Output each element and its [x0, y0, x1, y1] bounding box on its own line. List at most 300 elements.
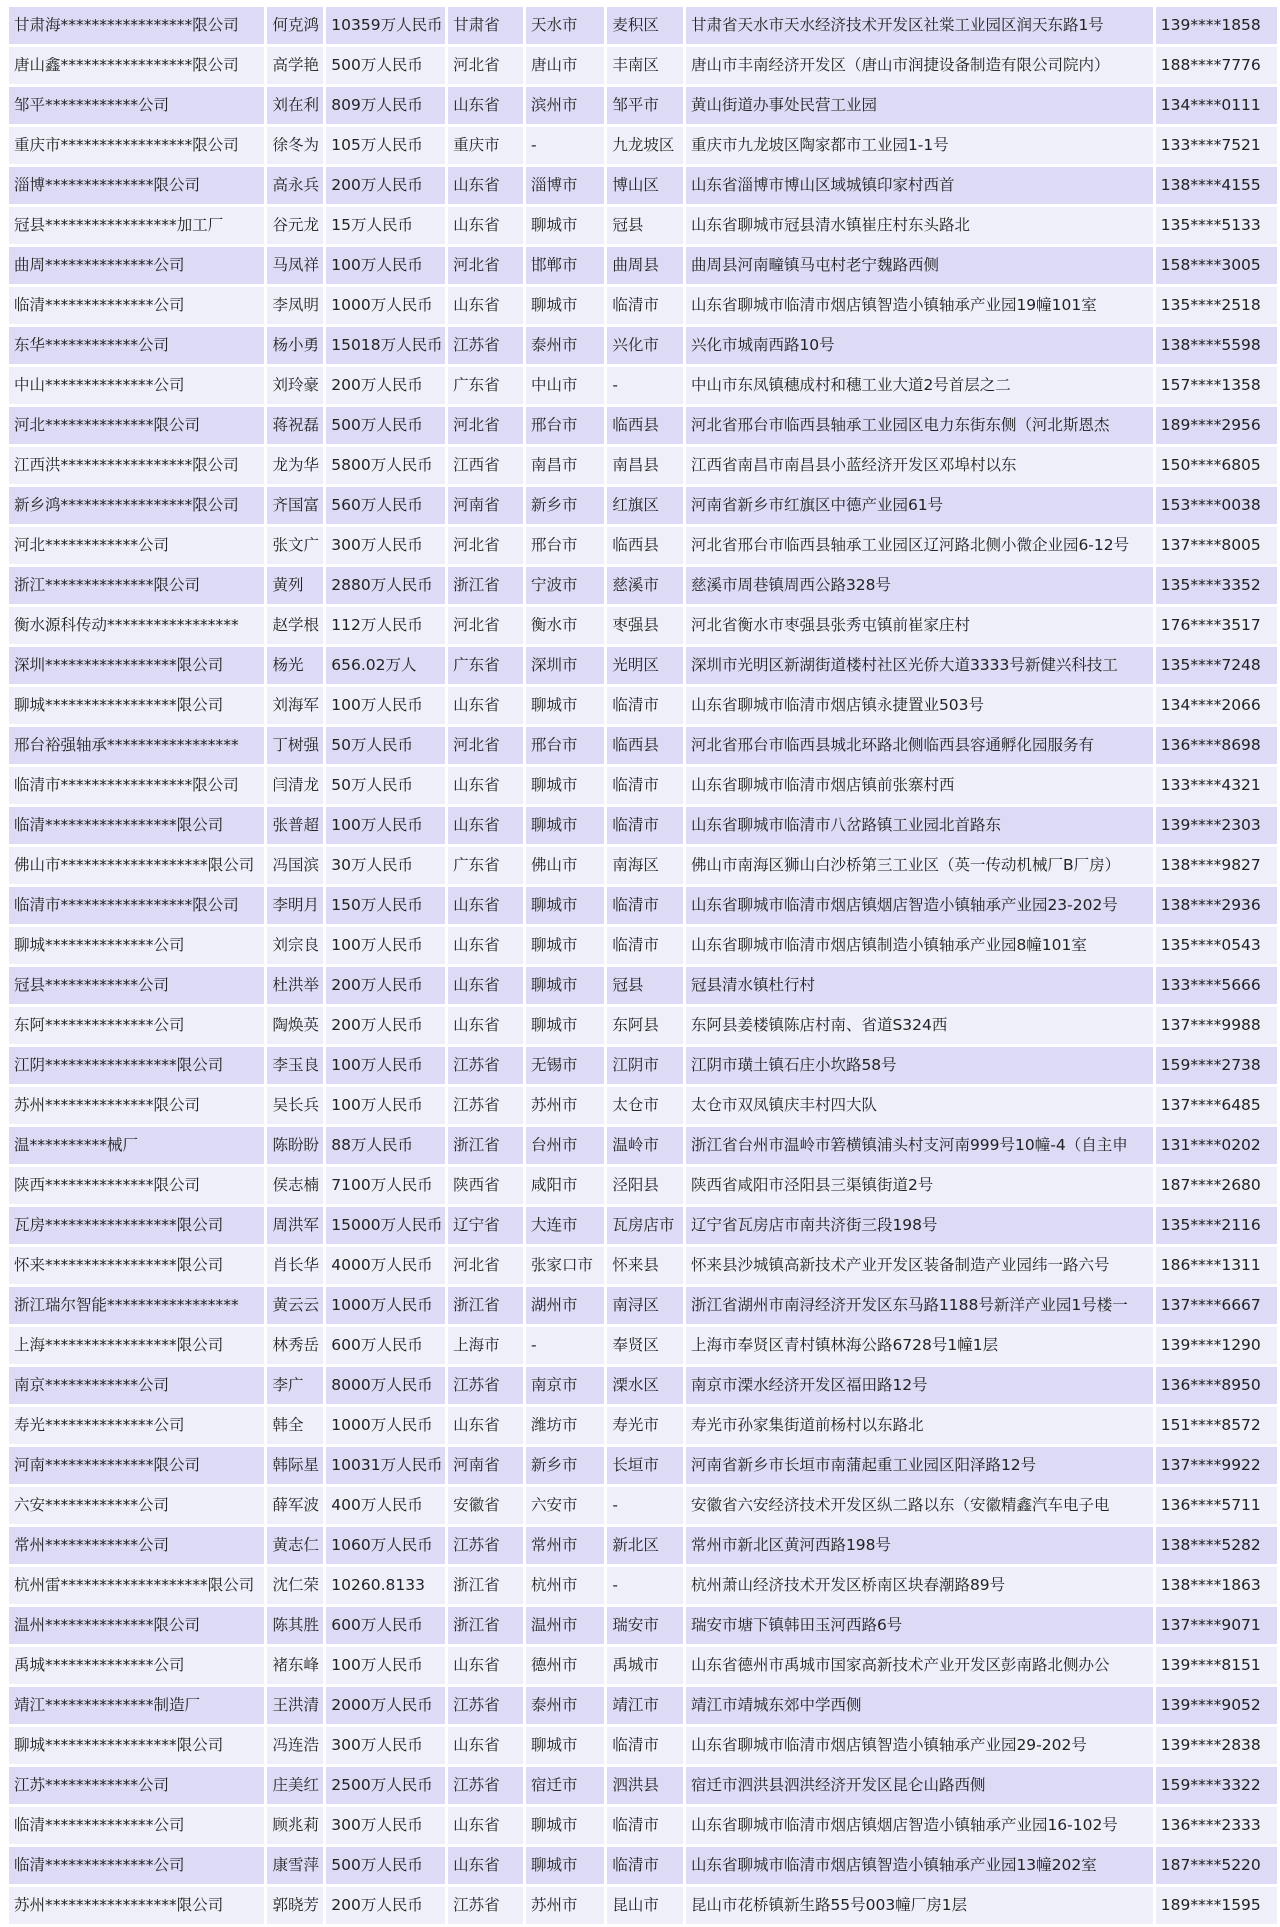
company-name-cell: 温**********械厂: [9, 1127, 264, 1164]
capital-cell: 100万人民币: [326, 247, 445, 284]
phone-cell: 189****2956: [1156, 407, 1277, 444]
phone-cell: 134****2066: [1156, 687, 1277, 724]
phone-cell: 186****1311: [1156, 1247, 1277, 1284]
company-name-cell: 中山**************公司: [9, 367, 264, 404]
city-cell: 邢台市: [526, 727, 604, 764]
table-row: [9, 1287, 1277, 1324]
district-cell: 东阿县: [607, 1007, 683, 1044]
province-cell: 辽宁省: [448, 1207, 523, 1244]
city-cell: 张家口市: [526, 1247, 604, 1284]
phone-cell: 138****5598: [1156, 327, 1277, 364]
city-cell: 聊城市: [526, 927, 604, 964]
capital-cell: 50万人民币: [326, 727, 445, 764]
district-cell: 禹城市: [607, 1647, 683, 1684]
address-cell: 山东省聊城市临清市烟店镇永捷置业503号: [686, 687, 1153, 724]
city-cell: 聊城市: [526, 687, 604, 724]
legal-rep-cell: 薛军波: [267, 1487, 323, 1524]
table-row: [9, 1527, 1277, 1564]
legal-rep-cell: 黄云云: [267, 1287, 323, 1324]
legal-rep-cell: 庄美红: [267, 1767, 323, 1804]
address-cell: 河北省邢台市临西县轴承工业园区辽河路北侧小微企业园6-12号: [686, 527, 1153, 564]
district-cell: 临清市: [607, 767, 683, 804]
company-name-cell: 上海*****************限公司: [9, 1327, 264, 1364]
legal-rep-cell: 顾兆莉: [267, 1807, 323, 1844]
province-cell: 江苏省: [448, 327, 523, 364]
province-cell: 甘肃省: [448, 7, 523, 44]
company-name-cell: 苏州*****************限公司: [9, 1887, 264, 1924]
province-cell: 山东省: [448, 1847, 523, 1884]
phone-cell: 136****8698: [1156, 727, 1277, 764]
capital-cell: 300万人民币: [326, 1727, 445, 1764]
phone-cell: 137****8005: [1156, 527, 1277, 564]
legal-rep-cell: 高永兵: [267, 167, 323, 204]
table-row: [9, 1127, 1277, 1164]
company-name-cell: 六安************公司: [9, 1487, 264, 1524]
district-cell: 兴化市: [607, 327, 683, 364]
province-cell: 浙江省: [448, 1287, 523, 1324]
district-cell: 温岭市: [607, 1127, 683, 1164]
district-cell: 冠县: [607, 207, 683, 244]
capital-cell: 105万人民币: [326, 127, 445, 164]
province-cell: 河北省: [448, 47, 523, 84]
district-cell: 泾阳县: [607, 1167, 683, 1204]
city-cell: 邯郸市: [526, 247, 604, 284]
table-row: [9, 287, 1277, 324]
table-row: [9, 567, 1277, 604]
table-row: [9, 1727, 1277, 1764]
district-cell: 临清市: [607, 807, 683, 844]
legal-rep-cell: 谷元龙: [267, 207, 323, 244]
address-cell: 昆山市花桥镇新生路55号003幢厂房1层: [686, 1887, 1153, 1924]
legal-rep-cell: 韩际星: [267, 1447, 323, 1484]
city-cell: 常州市: [526, 1527, 604, 1564]
table-row: [9, 1487, 1277, 1524]
city-cell: 聊城市: [526, 887, 604, 924]
capital-cell: 500万人民币: [326, 1847, 445, 1884]
district-cell: 临清市: [607, 287, 683, 324]
phone-cell: 151****8572: [1156, 1407, 1277, 1444]
phone-cell: 136****5711: [1156, 1487, 1277, 1524]
district-cell: 溧水区: [607, 1367, 683, 1404]
legal-rep-cell: 丁树强: [267, 727, 323, 764]
city-cell: 宿迁市: [526, 1767, 604, 1804]
capital-cell: 656.02万人: [326, 647, 445, 684]
capital-cell: 1000万人民币: [326, 1407, 445, 1444]
phone-cell: 138****5282: [1156, 1527, 1277, 1564]
table-row: [9, 767, 1277, 804]
district-cell: 冠县: [607, 967, 683, 1004]
province-cell: 江苏省: [448, 1887, 523, 1924]
city-cell: 德州市: [526, 1647, 604, 1684]
capital-cell: 1000万人民币: [326, 287, 445, 324]
table-row: [9, 1647, 1277, 1684]
phone-cell: 134****0111: [1156, 87, 1277, 124]
company-table-body: [9, 7, 1277, 1924]
district-cell: 麦积区: [607, 7, 683, 44]
phone-cell: 137****9922: [1156, 1447, 1277, 1484]
address-cell: 宿迁市泗洪县泗洪经济开发区昆仑山路西侧: [686, 1767, 1153, 1804]
legal-rep-cell: 冯国滨: [267, 847, 323, 884]
capital-cell: 150万人民币: [326, 887, 445, 924]
province-cell: 山东省: [448, 927, 523, 964]
company-name-cell: 聊城*****************限公司: [9, 1727, 264, 1764]
company-name-cell: 邢台裕强轴承*****************: [9, 727, 264, 764]
company-name-cell: 邹平************公司: [9, 87, 264, 124]
phone-cell: 138****4155: [1156, 167, 1277, 204]
company-name-cell: 重庆市*****************限公司: [9, 127, 264, 164]
company-name-cell: 冠县************公司: [9, 967, 264, 1004]
city-cell: 衡水市: [526, 607, 604, 644]
legal-rep-cell: 康雪萍: [267, 1847, 323, 1884]
capital-cell: 112万人民币: [326, 607, 445, 644]
phone-cell: 135****3352: [1156, 567, 1277, 604]
capital-cell: 2000万人民币: [326, 1687, 445, 1724]
phone-cell: 136****2333: [1156, 1807, 1277, 1844]
company-name-cell: 曲周**************公司: [9, 247, 264, 284]
city-cell: 邢台市: [526, 407, 604, 444]
city-cell: 潍坊市: [526, 1407, 604, 1444]
company-name-cell: 新乡鸿*****************限公司: [9, 487, 264, 524]
company-name-cell: 临清市*****************限公司: [9, 767, 264, 804]
company-name-cell: 温州**************限公司: [9, 1607, 264, 1644]
phone-cell: 135****7248: [1156, 647, 1277, 684]
address-cell: 靖江市靖城东郊中学西侧: [686, 1687, 1153, 1724]
capital-cell: 1000万人民币: [326, 1287, 445, 1324]
district-cell: 临清市: [607, 927, 683, 964]
city-cell: 大连市: [526, 1207, 604, 1244]
city-cell: 湖州市: [526, 1287, 604, 1324]
table-row: [9, 1687, 1277, 1724]
table-row: [9, 687, 1277, 724]
table-row: [9, 47, 1277, 84]
district-cell: -: [607, 1567, 683, 1604]
district-cell: 江阴市: [607, 1047, 683, 1084]
capital-cell: 200万人民币: [326, 1887, 445, 1924]
capital-cell: 100万人民币: [326, 1647, 445, 1684]
province-cell: 山东省: [448, 687, 523, 724]
company-name-cell: 浙江**************限公司: [9, 567, 264, 604]
province-cell: 河北省: [448, 727, 523, 764]
city-cell: 宁波市: [526, 567, 604, 604]
table-row: [9, 367, 1277, 404]
address-cell: 南京市溧水经济开发区福田路12号: [686, 1367, 1153, 1404]
province-cell: 广东省: [448, 847, 523, 884]
capital-cell: 2500万人民币: [326, 1767, 445, 1804]
legal-rep-cell: 杨小勇: [267, 327, 323, 364]
table-row: [9, 647, 1277, 684]
district-cell: 昆山市: [607, 1887, 683, 1924]
district-cell: 太仓市: [607, 1087, 683, 1124]
legal-rep-cell: 刘在利: [267, 87, 323, 124]
table-row: [9, 167, 1277, 204]
capital-cell: 400万人民币: [326, 1487, 445, 1524]
address-cell: 河南省新乡市长垣市南蒲起重工业园区阳泽路12号: [686, 1447, 1153, 1484]
address-cell: 浙江省台州市温岭市箬横镇浦头村支河南999号10幢-4（自主申: [686, 1127, 1153, 1164]
legal-rep-cell: 李凤明: [267, 287, 323, 324]
company-name-cell: 禹城**************公司: [9, 1647, 264, 1684]
company-name-cell: 河北**************限公司: [9, 407, 264, 444]
address-cell: 山东省聊城市临清市八岔路镇工业园北首路东: [686, 807, 1153, 844]
legal-rep-cell: 杨光: [267, 647, 323, 684]
address-cell: 河北省衡水市枣强县张秀屯镇前崔家庄村: [686, 607, 1153, 644]
capital-cell: 10359万人民币: [326, 7, 445, 44]
legal-rep-cell: 刘玲豪: [267, 367, 323, 404]
capital-cell: 2880万人民币: [326, 567, 445, 604]
city-cell: 杭州市: [526, 1567, 604, 1604]
capital-cell: 100万人民币: [326, 1047, 445, 1084]
phone-cell: 137****6485: [1156, 1087, 1277, 1124]
district-cell: 临清市: [607, 1807, 683, 1844]
phone-cell: 135****2518: [1156, 287, 1277, 324]
capital-cell: 15000万人民币: [326, 1207, 445, 1244]
legal-rep-cell: 何克鸿: [267, 7, 323, 44]
district-cell: 怀来县: [607, 1247, 683, 1284]
phone-cell: 139****1290: [1156, 1327, 1277, 1364]
legal-rep-cell: 陶焕英: [267, 1007, 323, 1044]
address-cell: 慈溪市周巷镇周西公路328号: [686, 567, 1153, 604]
province-cell: 山东省: [448, 207, 523, 244]
legal-rep-cell: 李广: [267, 1367, 323, 1404]
city-cell: 滨州市: [526, 87, 604, 124]
address-cell: 东阿县姜楼镇陈店村南、省道S324西: [686, 1007, 1153, 1044]
table-row: [9, 887, 1277, 924]
district-cell: 长垣市: [607, 1447, 683, 1484]
city-cell: 咸阳市: [526, 1167, 604, 1204]
capital-cell: 200万人民币: [326, 1007, 445, 1044]
capital-cell: 1060万人民币: [326, 1527, 445, 1564]
city-cell: 聊城市: [526, 1807, 604, 1844]
capital-cell: 100万人民币: [326, 927, 445, 964]
province-cell: 浙江省: [448, 1567, 523, 1604]
address-cell: 黄山街道办事处民营工业园: [686, 87, 1153, 124]
company-name-cell: 佛山市*******************限公司: [9, 847, 264, 884]
province-cell: 陕西省: [448, 1167, 523, 1204]
city-cell: 无锡市: [526, 1047, 604, 1084]
city-cell: 南京市: [526, 1367, 604, 1404]
province-cell: 河北省: [448, 527, 523, 564]
city-cell: -: [526, 127, 604, 164]
address-cell: 怀来县沙城镇高新技术产业开发区装备制造产业园纬一路六号: [686, 1247, 1153, 1284]
province-cell: 浙江省: [448, 1127, 523, 1164]
phone-cell: 135****2116: [1156, 1207, 1277, 1244]
address-cell: 陕西省咸阳市泾阳县三渠镇街道2号: [686, 1167, 1153, 1204]
legal-rep-cell: 闫清龙: [267, 767, 323, 804]
province-cell: 河南省: [448, 1447, 523, 1484]
legal-rep-cell: 龙为华: [267, 447, 323, 484]
district-cell: 曲周县: [607, 247, 683, 284]
capital-cell: 15018万人民币: [326, 327, 445, 364]
capital-cell: 8000万人民币: [326, 1367, 445, 1404]
company-name-cell: 淄博**************限公司: [9, 167, 264, 204]
legal-rep-cell: 吴长兵: [267, 1087, 323, 1124]
company-name-cell: 临清**************公司: [9, 1807, 264, 1844]
city-cell: 温州市: [526, 1607, 604, 1644]
legal-rep-cell: 李明月: [267, 887, 323, 924]
legal-rep-cell: 刘海军: [267, 687, 323, 724]
district-cell: 南昌县: [607, 447, 683, 484]
province-cell: 山东省: [448, 1807, 523, 1844]
phone-cell: 138****9827: [1156, 847, 1277, 884]
legal-rep-cell: 张普超: [267, 807, 323, 844]
province-cell: 浙江省: [448, 1607, 523, 1644]
company-name-cell: 聊城*****************限公司: [9, 687, 264, 724]
district-cell: 瑞安市: [607, 1607, 683, 1644]
capital-cell: 7100万人民币: [326, 1167, 445, 1204]
table-row: [9, 1567, 1277, 1604]
province-cell: 江苏省: [448, 1047, 523, 1084]
city-cell: 聊城市: [526, 807, 604, 844]
province-cell: 江苏省: [448, 1687, 523, 1724]
address-cell: 太仓市双凤镇庆丰村四大队: [686, 1087, 1153, 1124]
capital-cell: 100万人民币: [326, 687, 445, 724]
legal-rep-cell: 郭晓芳: [267, 1887, 323, 1924]
company-name-cell: 苏州**************限公司: [9, 1087, 264, 1124]
table-row: [9, 1367, 1277, 1404]
phone-cell: 139****9052: [1156, 1687, 1277, 1724]
address-cell: 曲周县河南疃镇马屯村老宁魏路西侧: [686, 247, 1153, 284]
address-cell: 重庆市九龙坡区陶家都市工业园1-1号: [686, 127, 1153, 164]
address-cell: 辽宁省瓦房店市南共济街三段198号: [686, 1207, 1153, 1244]
district-cell: 慈溪市: [607, 567, 683, 604]
company-name-cell: 冠县*****************加工厂: [9, 207, 264, 244]
capital-cell: 30万人民币: [326, 847, 445, 884]
legal-rep-cell: 黄列: [267, 567, 323, 604]
phone-cell: 133****4321: [1156, 767, 1277, 804]
district-cell: 南海区: [607, 847, 683, 884]
district-cell: -: [607, 1487, 683, 1524]
table-row: [9, 607, 1277, 644]
province-cell: 江苏省: [448, 1087, 523, 1124]
city-cell: 苏州市: [526, 1087, 604, 1124]
phone-cell: 135****0543: [1156, 927, 1277, 964]
company-name-cell: 寿光**************公司: [9, 1407, 264, 1444]
province-cell: 广东省: [448, 367, 523, 404]
legal-rep-cell: 蒋祝磊: [267, 407, 323, 444]
province-cell: 山东省: [448, 287, 523, 324]
legal-rep-cell: 马凤祥: [267, 247, 323, 284]
city-cell: 淄博市: [526, 167, 604, 204]
district-cell: 九龙坡区: [607, 127, 683, 164]
table-row: [9, 1847, 1277, 1884]
table-row: [9, 1047, 1277, 1084]
legal-rep-cell: 高学艳: [267, 47, 323, 84]
address-cell: 瑞安市塘下镇韩田玉河西路6号: [686, 1607, 1153, 1644]
district-cell: 临清市: [607, 1727, 683, 1764]
table-row: [9, 1407, 1277, 1444]
district-cell: -: [607, 367, 683, 404]
legal-rep-cell: 林秀岳: [267, 1327, 323, 1364]
table-row: [9, 1767, 1277, 1804]
company-name-cell: 瓦房*****************限公司: [9, 1207, 264, 1244]
table-row: [9, 1167, 1277, 1204]
capital-cell: 4000万人民币: [326, 1247, 445, 1284]
address-cell: 河北省邢台市临西县城北环路北侧临西县容通孵化园服务有: [686, 727, 1153, 764]
province-cell: 河北省: [448, 407, 523, 444]
phone-cell: 139****2303: [1156, 807, 1277, 844]
district-cell: 邹平市: [607, 87, 683, 124]
address-cell: 唐山市丰南经济开发区（唐山市润捷设备制造有限公司院内）: [686, 47, 1153, 84]
address-cell: 山东省聊城市临清市烟店镇烟店智造小镇轴承产业园16-102号: [686, 1807, 1153, 1844]
company-name-cell: 河南**************限公司: [9, 1447, 264, 1484]
district-cell: 红旗区: [607, 487, 683, 524]
city-cell: 聊城市: [526, 287, 604, 324]
capital-cell: 200万人民币: [326, 367, 445, 404]
table-row: [9, 1447, 1277, 1484]
legal-rep-cell: 张文广: [267, 527, 323, 564]
address-cell: 山东省聊城市临清市烟店镇智造小镇轴承产业园13幢202室: [686, 1847, 1153, 1884]
table-row: [9, 87, 1277, 124]
address-cell: 河南省新乡市红旗区中德产业园61号: [686, 487, 1153, 524]
city-cell: 聊城市: [526, 767, 604, 804]
company-name-cell: 临清*****************限公司: [9, 807, 264, 844]
legal-rep-cell: 冯连浩: [267, 1727, 323, 1764]
city-cell: 台州市: [526, 1127, 604, 1164]
address-cell: 兴化市城南西路10号: [686, 327, 1153, 364]
phone-cell: 137****9988: [1156, 1007, 1277, 1044]
company-name-cell: 陕西**************限公司: [9, 1167, 264, 1204]
table-row: [9, 1207, 1277, 1244]
company-name-cell: 东阿**************公司: [9, 1007, 264, 1044]
capital-cell: 15万人民币: [326, 207, 445, 244]
address-cell: 深圳市光明区新湖街道楼村社区光侨大道3333号新健兴科技工: [686, 647, 1153, 684]
company-name-cell: 常州************公司: [9, 1527, 264, 1564]
district-cell: 新北区: [607, 1527, 683, 1564]
city-cell: 新乡市: [526, 1447, 604, 1484]
capital-cell: 600万人民币: [326, 1327, 445, 1364]
phone-cell: 188****7776: [1156, 47, 1277, 84]
address-cell: 冠县清水镇杜行村: [686, 967, 1153, 1004]
phone-cell: 133****7521: [1156, 127, 1277, 164]
province-cell: 山东省: [448, 1007, 523, 1044]
city-cell: 新乡市: [526, 487, 604, 524]
phone-cell: 187****2680: [1156, 1167, 1277, 1204]
phone-cell: 133****5666: [1156, 967, 1277, 1004]
capital-cell: 100万人民币: [326, 1087, 445, 1124]
address-cell: 山东省聊城市冠县清水镇崔庄村东头路北: [686, 207, 1153, 244]
table-row: [9, 527, 1277, 564]
district-cell: 靖江市: [607, 1687, 683, 1724]
company-name-cell: 临清**************公司: [9, 1847, 264, 1884]
table-row: [9, 487, 1277, 524]
province-cell: 江苏省: [448, 1367, 523, 1404]
capital-cell: 300万人民币: [326, 527, 445, 564]
address-cell: 上海市奉贤区青村镇林海公路6728号1幢1层: [686, 1327, 1153, 1364]
district-cell: 寿光市: [607, 1407, 683, 1444]
company-name-cell: 杭州雷*******************限公司: [9, 1567, 264, 1604]
district-cell: 临清市: [607, 887, 683, 924]
province-cell: 浙江省: [448, 567, 523, 604]
capital-cell: 300万人民币: [326, 1807, 445, 1844]
phone-cell: 159****3322: [1156, 1767, 1277, 1804]
province-cell: 山东省: [448, 967, 523, 1004]
company-name-cell: 聊城**************公司: [9, 927, 264, 964]
address-cell: 浙江省湖州市南浔经济开发区东马路1188号新洋产业园1号楼一: [686, 1287, 1153, 1324]
table-row: [9, 407, 1277, 444]
city-cell: 聊城市: [526, 1727, 604, 1764]
province-cell: 重庆市: [448, 127, 523, 164]
phone-cell: 131****0202: [1156, 1127, 1277, 1164]
province-cell: 江苏省: [448, 1767, 523, 1804]
legal-rep-cell: 黄志仁: [267, 1527, 323, 1564]
capital-cell: 10031万人民币: [326, 1447, 445, 1484]
city-cell: 聊城市: [526, 967, 604, 1004]
legal-rep-cell: 王洪清: [267, 1687, 323, 1724]
address-cell: 中山市东凤镇穗成村和穗工业大道2号首层之二: [686, 367, 1153, 404]
address-cell: 山东省淄博市博山区域城镇印家村西首: [686, 167, 1153, 204]
province-cell: 河北省: [448, 247, 523, 284]
province-cell: 江西省: [448, 447, 523, 484]
city-cell: 聊城市: [526, 1007, 604, 1044]
